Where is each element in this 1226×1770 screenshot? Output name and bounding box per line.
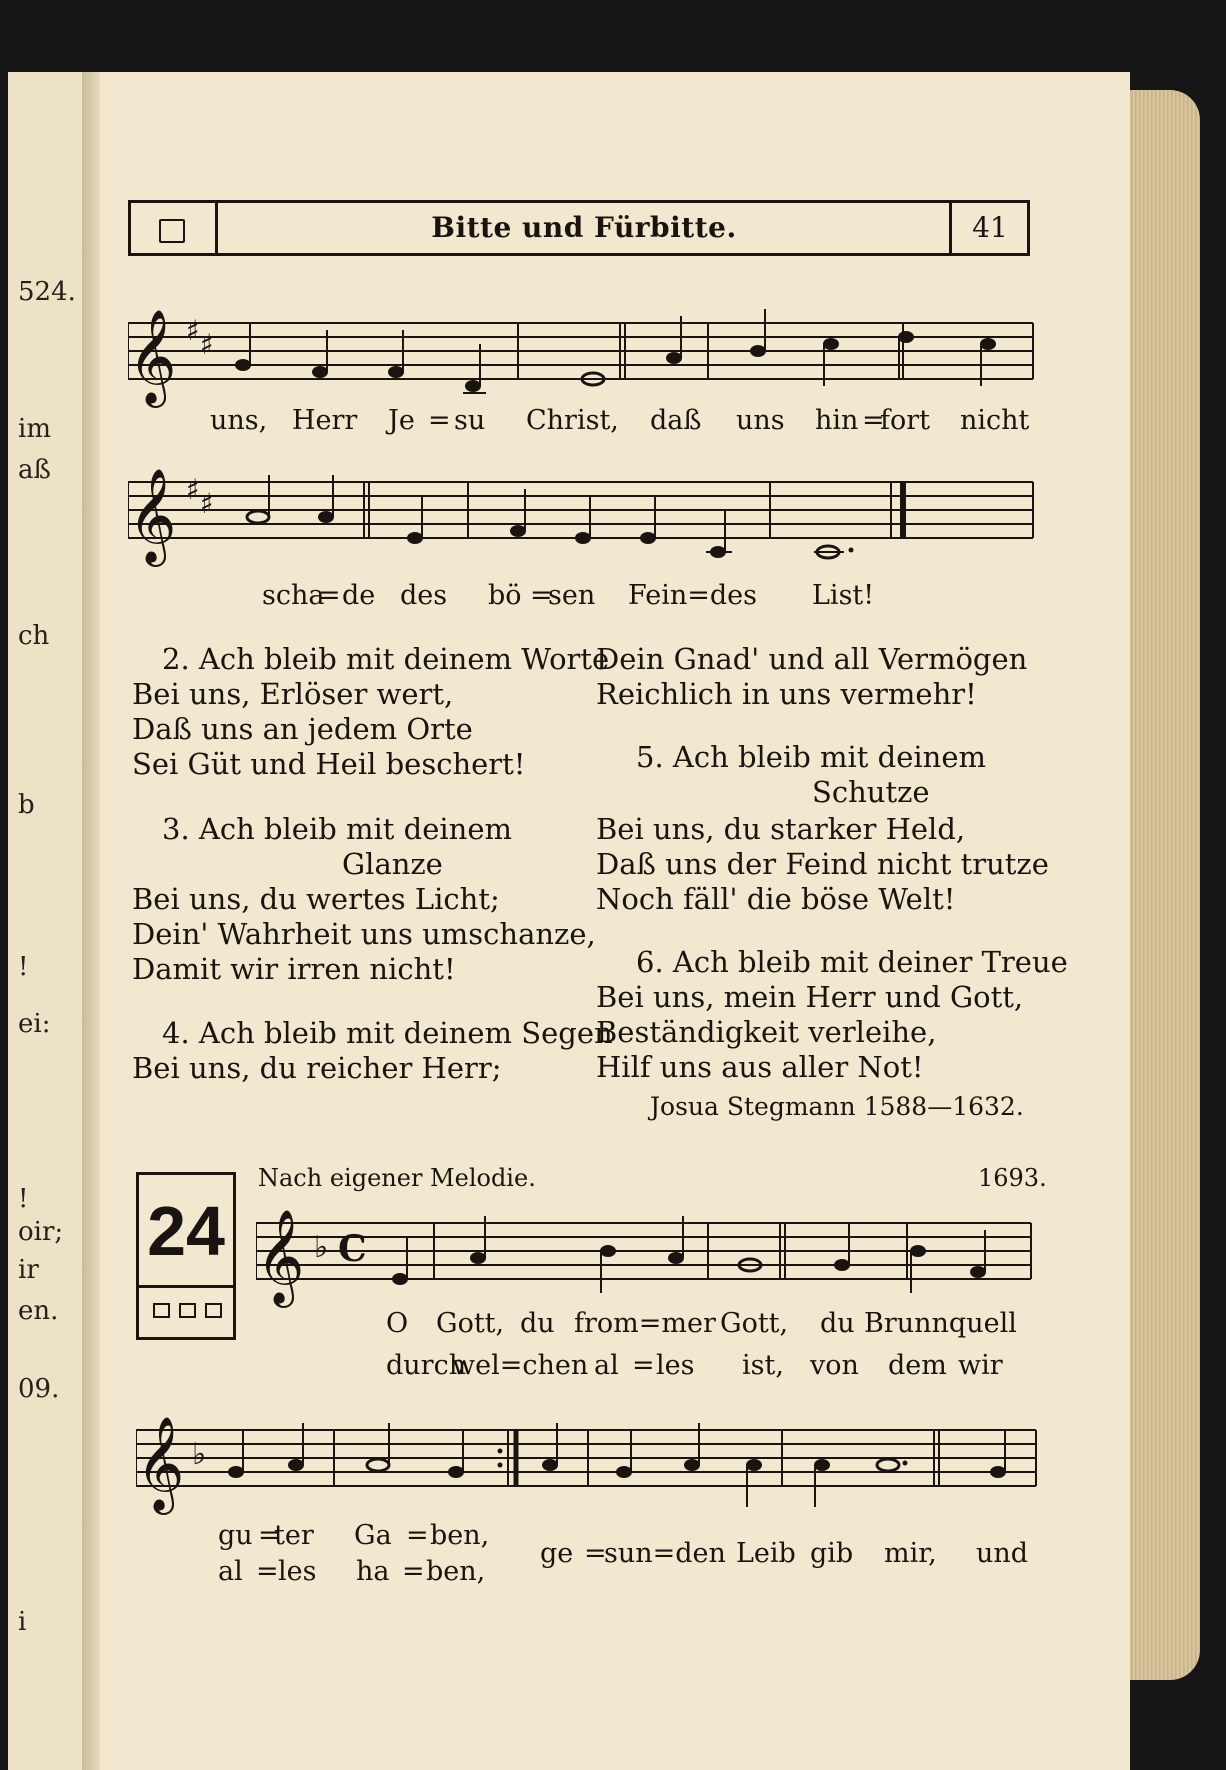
lyric: hin bbox=[815, 405, 859, 436]
lyric: Leib bbox=[736, 1538, 796, 1569]
lyric: Brunnquell bbox=[864, 1308, 1017, 1339]
lyric: durch bbox=[386, 1350, 467, 1381]
verse-line: 5. Ach bleib mit deinem bbox=[636, 740, 987, 774]
header-divider bbox=[215, 203, 218, 253]
lyric: scha bbox=[262, 580, 325, 611]
lyric: = bbox=[258, 1520, 281, 1551]
lyric: O bbox=[386, 1308, 409, 1339]
lyric: Herr bbox=[292, 405, 358, 436]
svg-text:♯: ♯ bbox=[200, 328, 214, 361]
prev-page-fragment: en. bbox=[18, 1296, 59, 1326]
verse-line: Reichlich in uns vermehr! bbox=[596, 677, 977, 711]
prev-page-fragment: im bbox=[18, 414, 51, 444]
lyric: gib bbox=[810, 1538, 854, 1569]
svg-text:C: C bbox=[338, 1228, 367, 1270]
verse-line: Bei uns, Erlöser wert, bbox=[132, 677, 454, 711]
hymn-number-box bbox=[136, 1172, 236, 1340]
lyric: uns, bbox=[210, 405, 268, 436]
book-gutter bbox=[82, 72, 102, 1770]
prev-page-fragment: ir bbox=[18, 1255, 39, 1285]
lyric: = bbox=[862, 405, 885, 436]
lyric: = bbox=[584, 1538, 607, 1569]
square-icon bbox=[153, 1303, 170, 1318]
lyric: Gott, bbox=[720, 1308, 789, 1339]
verse-line: Hilf uns aus aller Not! bbox=[596, 1050, 924, 1084]
lyric: = bbox=[632, 1350, 655, 1381]
lyric: al bbox=[594, 1350, 619, 1381]
svg-text:♭: ♭ bbox=[314, 1230, 329, 1265]
lyric: ben, bbox=[426, 1556, 486, 1587]
melody-note: Nach eigener Melodie. bbox=[258, 1164, 536, 1192]
lyric: Christ, bbox=[526, 405, 619, 436]
lyric: su bbox=[454, 405, 486, 436]
lyric: ter bbox=[274, 1520, 314, 1551]
lyric: du bbox=[820, 1308, 855, 1339]
lyric: ben, bbox=[430, 1520, 490, 1551]
lyric: al bbox=[218, 1556, 243, 1587]
lyric: dem bbox=[888, 1350, 947, 1381]
verse-line: Schutze bbox=[812, 775, 930, 809]
prev-page-fragment: ei: bbox=[18, 1009, 51, 1039]
svg-text:𝄞: 𝄞 bbox=[256, 1209, 305, 1304]
lyric: gu bbox=[218, 1520, 253, 1551]
lyric: uns bbox=[736, 405, 785, 436]
page-title: Bitte und Fürbitte. bbox=[431, 211, 737, 244]
svg-text:♭: ♭ bbox=[192, 1437, 207, 1472]
page-header bbox=[128, 200, 1030, 256]
lyric: Gott, bbox=[436, 1308, 505, 1339]
prev-page-fragment: b bbox=[18, 790, 35, 820]
hymn-year: 1693. bbox=[978, 1164, 1047, 1192]
verse-line: Bei uns, du starker Held, bbox=[596, 812, 966, 846]
music-staff-4 bbox=[136, 1416, 1041, 1526]
square-icon bbox=[159, 219, 185, 243]
lyric: ge bbox=[540, 1538, 574, 1569]
verse-line: Damit wir irren nicht! bbox=[132, 952, 456, 986]
verse-line: Sei Güt und Heil beschert! bbox=[132, 747, 526, 781]
lyric: daß bbox=[650, 405, 702, 436]
svg-text:♯: ♯ bbox=[186, 473, 200, 506]
lyric: wir bbox=[958, 1350, 1003, 1381]
verse-line: 2. Ach bleib mit deinem Worte bbox=[162, 642, 610, 676]
svg-text:♯: ♯ bbox=[200, 487, 214, 520]
lyric: = bbox=[402, 1556, 425, 1587]
lyric: = bbox=[530, 580, 553, 611]
lyric: from=mer bbox=[574, 1308, 716, 1339]
lyric: nicht bbox=[960, 405, 1030, 436]
verse-line: Dein Gnad' und all Vermögen bbox=[596, 642, 1028, 676]
lyric: = bbox=[406, 1520, 429, 1551]
verse-boxes bbox=[153, 1303, 222, 1318]
lyric: de bbox=[342, 580, 376, 611]
verse-line: Dein' Wahrheit uns umschanze, bbox=[132, 917, 596, 951]
music-staff-3 bbox=[256, 1204, 1036, 1314]
lyric: les bbox=[656, 1350, 695, 1381]
lyric: des bbox=[400, 580, 448, 611]
verse-line: 3. Ach bleib mit deinem bbox=[162, 812, 513, 846]
square-icon bbox=[205, 1303, 222, 1318]
svg-text:𝄞: 𝄞 bbox=[128, 468, 177, 563]
lyric: mir, bbox=[884, 1538, 937, 1569]
verse-line: Noch fäll' die böse Welt! bbox=[596, 882, 956, 916]
lyric: fort bbox=[880, 405, 931, 436]
lyric: les bbox=[278, 1556, 317, 1587]
prev-page-fragment: 09. bbox=[18, 1374, 60, 1404]
verse-line: 4. Ach bleib mit deinem Segen bbox=[162, 1016, 613, 1050]
verse-line: Bei uns, du wertes Licht; bbox=[132, 882, 500, 916]
prev-page-fragment: ch bbox=[18, 621, 50, 651]
lyric: sun=den bbox=[604, 1538, 726, 1569]
lyric: List! bbox=[812, 580, 875, 611]
lyric: = bbox=[318, 580, 341, 611]
svg-text:𝄞: 𝄞 bbox=[128, 309, 177, 404]
verse-line: Daß uns der Feind nicht trutze bbox=[596, 847, 1049, 881]
svg-text:♯: ♯ bbox=[186, 314, 200, 347]
lyric: sen bbox=[548, 580, 596, 611]
lyric: wel=chen bbox=[452, 1350, 589, 1381]
lyric: Je bbox=[388, 405, 415, 436]
lyric: von bbox=[810, 1350, 859, 1381]
verse-line: Beständigkeit verleihe, bbox=[596, 1015, 937, 1049]
lyric: du bbox=[520, 1308, 555, 1339]
lyric: und bbox=[976, 1538, 1029, 1569]
verse-line: Daß uns an jedem Orte bbox=[132, 712, 473, 746]
prev-page-fragment: ! bbox=[18, 952, 29, 982]
header-divider bbox=[949, 203, 952, 253]
prev-page-fragment: ! bbox=[18, 1184, 29, 1214]
svg-text:𝄞: 𝄞 bbox=[136, 1416, 185, 1511]
prev-page-fragment: oir; bbox=[18, 1217, 64, 1247]
page-number: 41 bbox=[972, 211, 1008, 244]
music-staff-2 bbox=[128, 460, 1038, 570]
lyric: bö bbox=[488, 580, 522, 611]
verse-line: Glanze bbox=[342, 847, 443, 881]
lyric: = bbox=[428, 405, 451, 436]
square-icon bbox=[179, 1303, 196, 1318]
lyric: Fein=des bbox=[628, 580, 758, 611]
verse-line: 6. Ach bleib mit deiner Treue bbox=[636, 945, 1068, 979]
prev-page-fragment: aß bbox=[18, 455, 51, 485]
previous-page-edge bbox=[8, 72, 92, 1770]
page-edges bbox=[1130, 90, 1200, 1680]
prev-page-fragment: i bbox=[18, 1607, 27, 1637]
lyric: Ga bbox=[354, 1520, 392, 1551]
hymn-author: Josua Stegmann 1588—1632. bbox=[650, 1092, 1024, 1121]
verse-line: Bei uns, du reicher Herr; bbox=[132, 1051, 502, 1085]
hymn-number: 24 bbox=[147, 1192, 225, 1270]
prev-page-fragment: 524. bbox=[18, 277, 76, 307]
lyric: ha bbox=[356, 1556, 390, 1587]
verse-line: Bei uns, mein Herr und Gott, bbox=[596, 980, 1024, 1014]
lyric: ist, bbox=[742, 1350, 784, 1381]
divider bbox=[139, 1285, 233, 1288]
music-staff-1 bbox=[128, 308, 1038, 418]
lyric: = bbox=[256, 1556, 279, 1587]
